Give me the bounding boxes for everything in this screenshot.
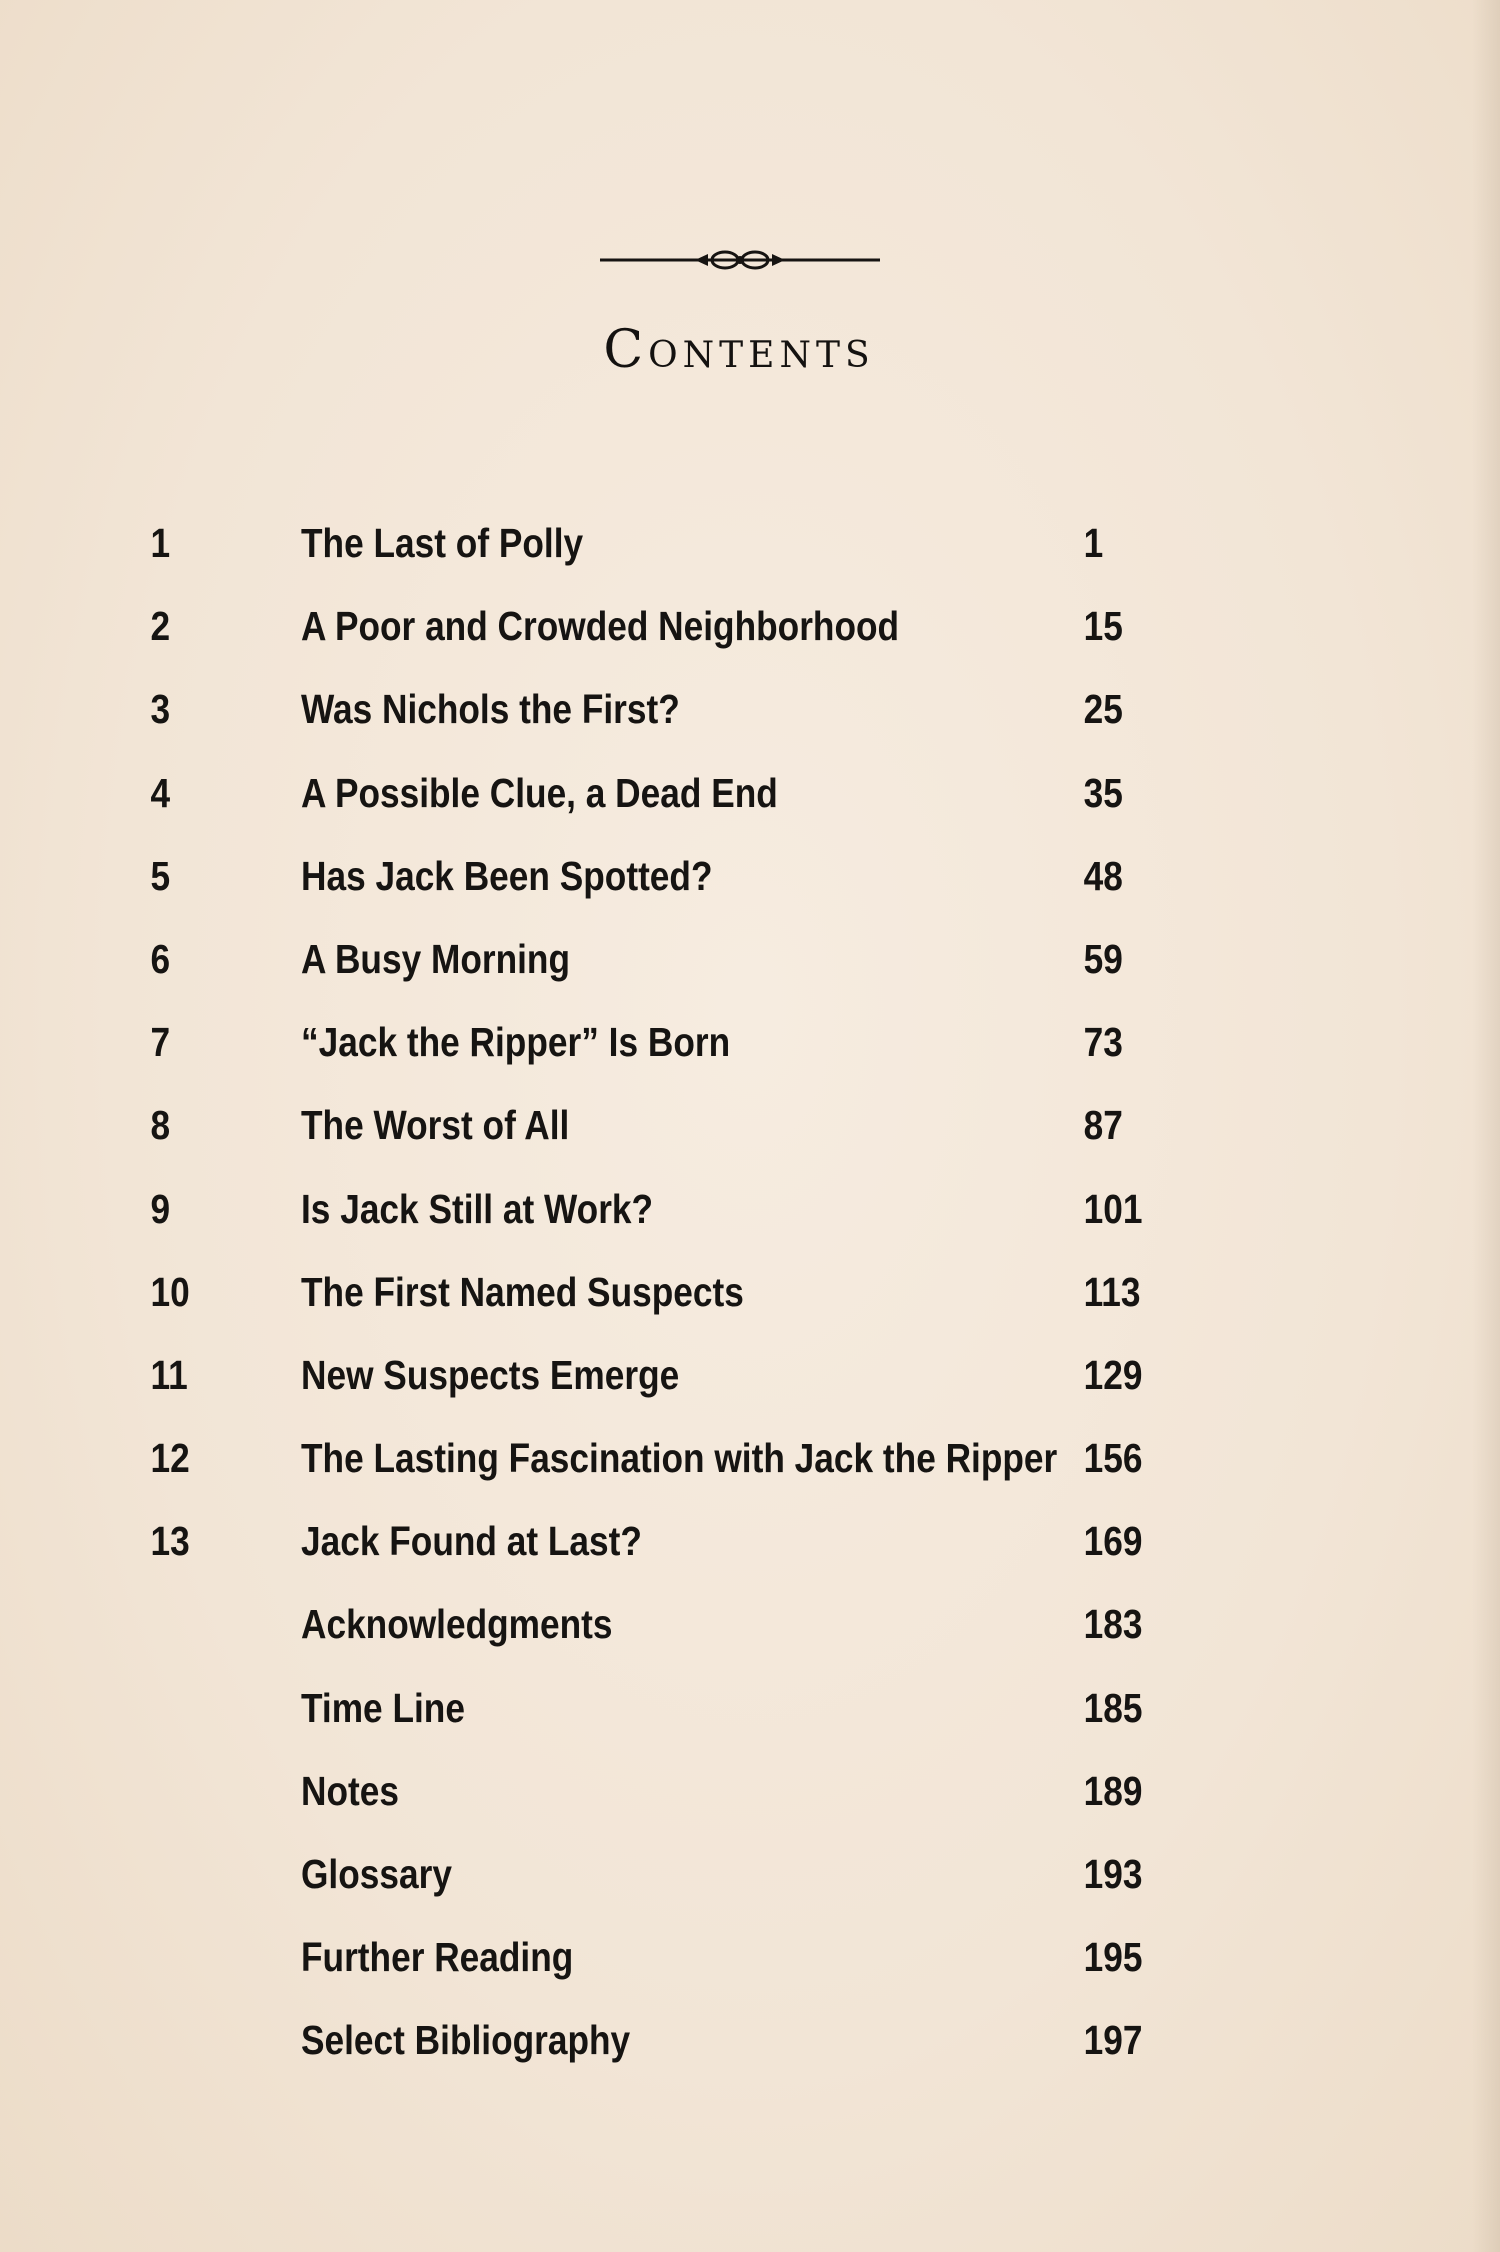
toc-entry bbox=[0, 513, 1290, 596]
toc-entry bbox=[0, 1428, 1290, 1511]
chapter-title: Jack Found at Last? bbox=[301, 1518, 642, 1565]
page-number: 87 bbox=[1083, 1102, 1123, 1149]
page-number: 35 bbox=[1083, 769, 1123, 816]
toc-entry bbox=[0, 1844, 1290, 1927]
toc-entry bbox=[0, 763, 1290, 846]
page-number: 156 bbox=[1083, 1435, 1143, 1482]
page-number: 25 bbox=[1083, 686, 1123, 733]
chapter-title: Glossary bbox=[301, 1851, 452, 1897]
chapter-number: 1 bbox=[150, 520, 171, 566]
ornament-divider-icon bbox=[600, 245, 880, 275]
chapter-title: Further Reading bbox=[301, 1934, 574, 1981]
page-number: 189 bbox=[1083, 1767, 1143, 1814]
toc-entry bbox=[0, 1678, 1290, 1761]
page-number: 129 bbox=[1083, 1351, 1143, 1398]
chapter-number: 4 bbox=[150, 769, 171, 816]
chapter-title: Is Jack Still at Work? bbox=[301, 1185, 654, 1232]
chapter-title: Select Bibliography bbox=[301, 2017, 631, 2064]
chapter-title: New Suspects Emerge bbox=[301, 1351, 680, 1398]
toc-entry bbox=[0, 1095, 1290, 1178]
chapter-number: 13 bbox=[150, 1518, 190, 1565]
toc-entry bbox=[0, 1262, 1290, 1345]
chapter-title: Notes bbox=[301, 1767, 399, 1814]
page-number: 1 bbox=[1083, 520, 1104, 566]
chapter-number: 8 bbox=[150, 1102, 171, 1149]
chapter-number: 10 bbox=[150, 1268, 190, 1315]
chapter-title: Acknowledgments bbox=[301, 1601, 613, 1648]
chapter-number: 2 bbox=[150, 603, 171, 650]
toc-entry bbox=[0, 1345, 1290, 1428]
page-number: 185 bbox=[1083, 1684, 1143, 1731]
page-number: 197 bbox=[1083, 2017, 1143, 2064]
chapter-title: A Possible Clue, a Dead End bbox=[301, 769, 778, 816]
page-number: 113 bbox=[1083, 1268, 1141, 1315]
chapter-title: The Worst of All bbox=[301, 1102, 570, 1149]
chapter-number: 11 bbox=[150, 1351, 188, 1398]
page-number: 169 bbox=[1083, 1518, 1143, 1565]
page-number: 48 bbox=[1083, 852, 1123, 899]
page-number: 59 bbox=[1083, 935, 1123, 982]
chapter-number: 3 bbox=[150, 686, 171, 733]
table-of-contents bbox=[0, 513, 1500, 2094]
toc-entry bbox=[0, 1012, 1290, 1095]
chapter-title: Was Nichols the First? bbox=[301, 686, 680, 733]
page-number: 193 bbox=[1083, 1851, 1143, 1897]
page-number: 15 bbox=[1083, 603, 1123, 650]
page-number: 195 bbox=[1083, 1934, 1143, 1981]
toc-entry bbox=[0, 1761, 1290, 1844]
toc-entry bbox=[0, 679, 1290, 762]
page-number: 101 bbox=[1083, 1185, 1143, 1232]
chapter-title: “Jack the Ripper” Is Born bbox=[301, 1019, 731, 1066]
chapter-title: The First Named Suspects bbox=[301, 1268, 744, 1315]
toc-entry bbox=[0, 929, 1290, 1012]
toc-entry bbox=[0, 1927, 1290, 2010]
chapter-title: The Last of Polly bbox=[301, 520, 584, 566]
toc-entry bbox=[0, 846, 1290, 929]
chapter-number: 9 bbox=[150, 1185, 171, 1232]
toc-entry bbox=[0, 1594, 1290, 1677]
toc-entry bbox=[0, 2010, 1290, 2093]
chapter-title: The Lasting Fascination with Jack the Ripper bbox=[301, 1435, 1058, 1482]
chapter-title: Time Line bbox=[301, 1684, 465, 1731]
chapter-number: 5 bbox=[150, 852, 171, 899]
page-title: Contents bbox=[603, 320, 875, 380]
chapter-number: 7 bbox=[150, 1019, 171, 1066]
chapter-title: A Busy Morning bbox=[301, 935, 571, 982]
chapter-title: Has Jack Been Spotted? bbox=[301, 852, 713, 899]
chapter-number: 12 bbox=[150, 1435, 190, 1482]
chapter-title: A Poor and Crowded Neighborhood bbox=[301, 603, 900, 650]
page-number: 73 bbox=[1083, 1019, 1123, 1066]
chapter-number: 6 bbox=[150, 935, 171, 982]
toc-entry bbox=[0, 596, 1290, 679]
page-number: 183 bbox=[1083, 1601, 1143, 1648]
toc-entry bbox=[0, 1511, 1290, 1594]
toc-entry bbox=[0, 1179, 1290, 1262]
